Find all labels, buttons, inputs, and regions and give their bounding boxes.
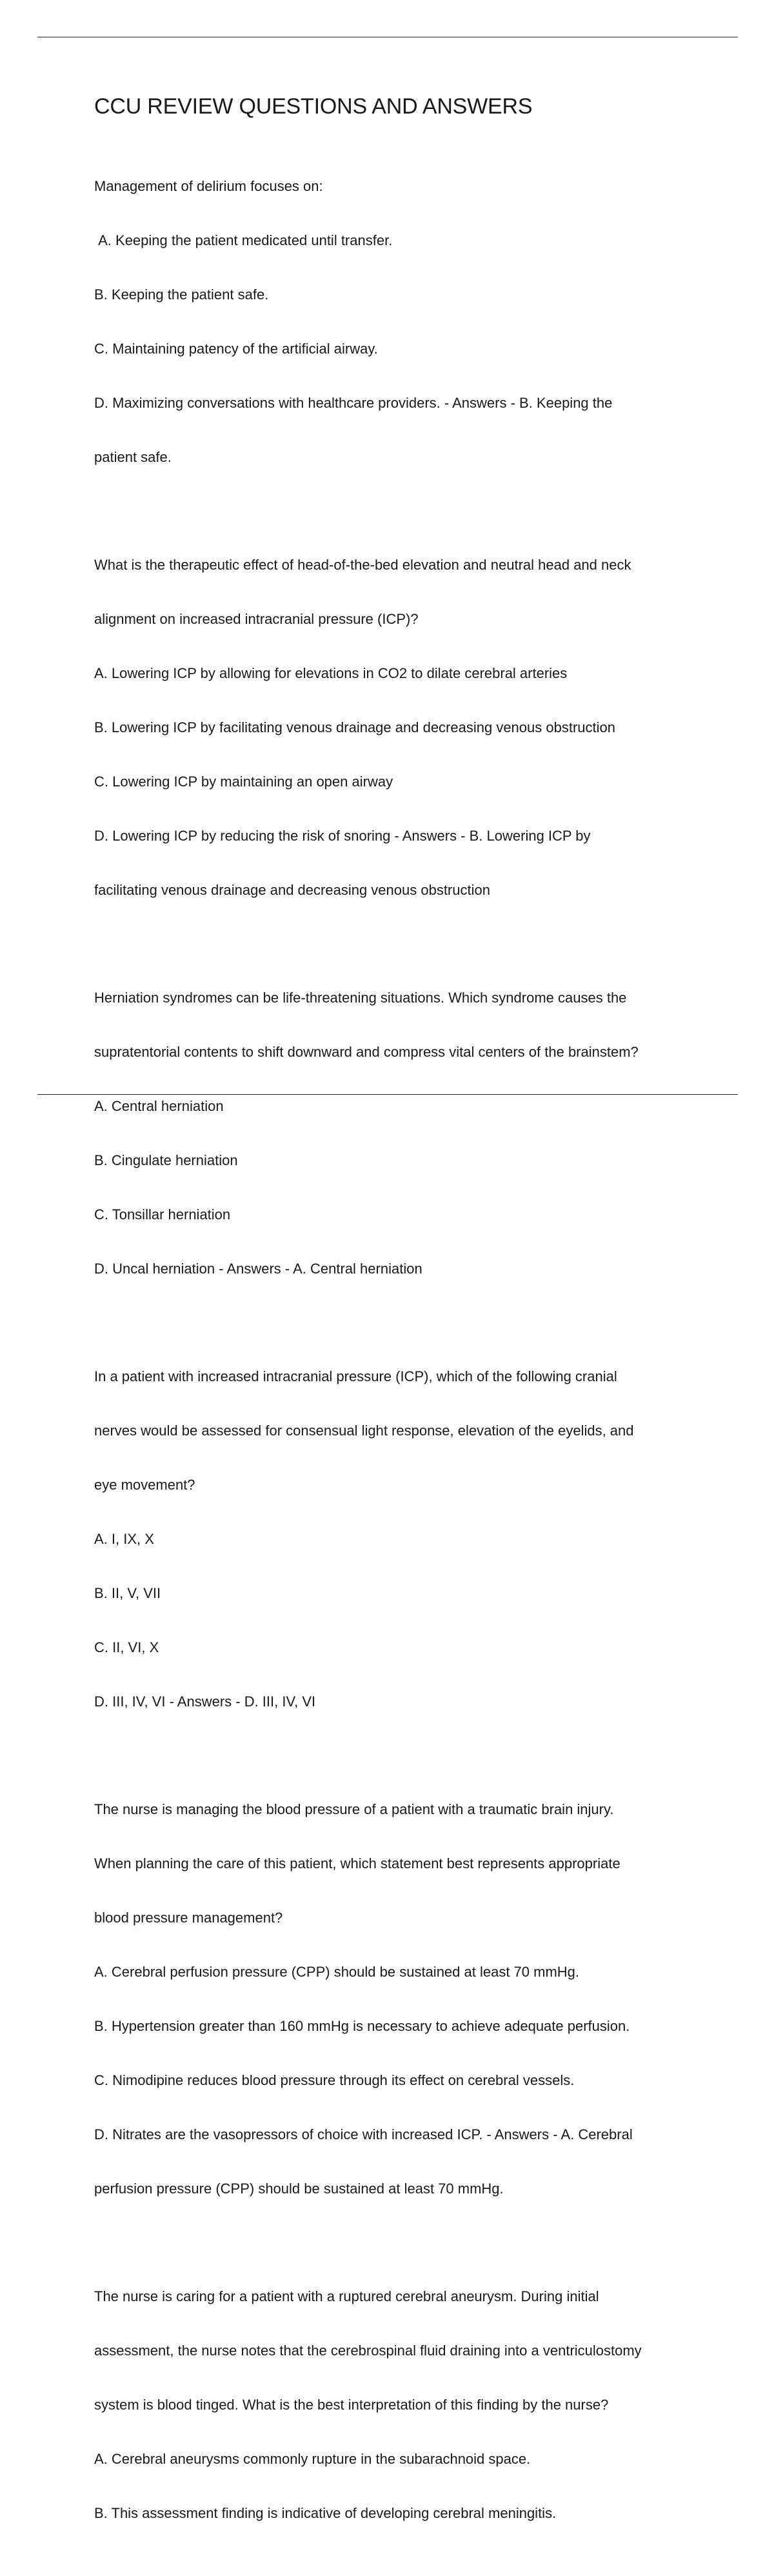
question-line: nerves would be assessed for consensual light response, elevation of the eyelids, and xyxy=(94,1423,634,1439)
option-line: B. Cingulate herniation xyxy=(94,1152,238,1168)
question-line: The nurse is managing the blood pressure of a patient with a traumatic brain injury. xyxy=(94,1801,614,1817)
answer-line: facilitating venous drainage and decreasing venous obstruction xyxy=(94,882,490,898)
question-block-5 xyxy=(94,1764,707,2234)
option-line: A. Cerebral perfusion pressure (CPP) should be sustained at least 70 mmHg. xyxy=(94,1964,580,1980)
option-line: D. Maximizing conversations with healthcare providers. - Answers - B. Keeping the xyxy=(94,395,613,411)
option-line: A. Lowering ICP by allowing for elevations in CO2 to dilate cerebral arteries xyxy=(94,665,568,681)
question-line: When planning the care of this patient, which statement best represents appropriate xyxy=(94,1855,620,1872)
question-line: Management of delirium focuses on: xyxy=(94,178,323,194)
answer-line: perfusion pressure (CPP) should be sustained at least 70 mmHg. xyxy=(94,2181,504,2197)
question-line: supratentorial contents to shift downward and compress vital centers of the brainstem? xyxy=(94,1044,639,1060)
question-line: alignment on increased intracranial pressure (ICP)? xyxy=(94,611,419,627)
option-line: D. Uncal herniation - Answers - A. Central herniation xyxy=(94,1261,422,1277)
option-line: A. Keeping the patient medicated until transfer. xyxy=(94,232,393,248)
option-line: C. Maintaining patency of the artificial airway. xyxy=(94,341,378,357)
document-title: CCU REVIEW QUESTIONS AND ANSWERS xyxy=(94,94,533,119)
option-line: B. This assessment finding is indicative of developing cerebral meningitis. xyxy=(94,2505,557,2521)
option-line: D. III, IV, VI - Answers - D. III, IV, VI xyxy=(94,1693,316,1710)
question-line: blood pressure management? xyxy=(94,1910,283,1926)
question-line: What is the therapeutic effect of head-of-the-bed elevation and neutral head and neck xyxy=(94,557,631,573)
question-block-6 xyxy=(94,2252,707,2559)
option-line: C. II, VI, X xyxy=(94,1639,159,1655)
question-block-4 xyxy=(94,1332,707,1747)
question-line: assessment, the nurse notes that the cerebrospinal fluid draining into a ventriculostomy xyxy=(94,2342,642,2359)
question-block-3 xyxy=(94,953,707,1314)
option-line: C. Nimodipine reduces blood pressure through its effect on cerebral vessels. xyxy=(94,2072,575,2088)
option-line: D. Lowering ICP by reducing the risk of snoring - Answers - B. Lowering ICP by xyxy=(94,828,591,844)
option-line: B. II, V, VII xyxy=(94,1585,161,1601)
bottom-divider xyxy=(37,1094,738,1095)
option-line: A. I, IX, X xyxy=(94,1531,154,1547)
question-line: system is blood tinged. What is the best interpretation of this finding by the nurse? xyxy=(94,2397,609,2413)
question-line: The nurse is caring for a patient with a ruptured cerebral aneurysm. During initial xyxy=(94,2288,599,2304)
document-body xyxy=(94,92,707,2576)
option-line: C. Tonsillar herniation xyxy=(94,1206,231,1223)
option-line: B. Lowering ICP by facilitating venous drainage and decreasing venous obstruction xyxy=(94,719,615,735)
question-line: eye movement? xyxy=(94,1477,195,1493)
option-line: C. Lowering ICP by maintaining an open airway xyxy=(94,774,393,790)
option-line: A. Cerebral aneurysms commonly rupture in the subarachnoid space. xyxy=(94,2451,531,2467)
option-line: D. Nitrates are the vasopressors of choice with increased ICP. - Answers - A. Cerebral xyxy=(94,2126,633,2142)
question-line: Herniation syndromes can be life-threatening situations. Which syndrome causes the xyxy=(94,990,627,1006)
option-line: B. Keeping the patient safe. xyxy=(94,286,269,303)
question-block-1 xyxy=(94,141,707,503)
option-line: A. Central herniation xyxy=(94,1098,224,1114)
question-line: In a patient with increased intracranial pressure (ICP), which of the following cranial xyxy=(94,1368,617,1384)
option-line: B. Hypertension greater than 160 mmHg is necessary to achieve adequate perfusion. xyxy=(94,2018,630,2034)
answer-line: patient safe. xyxy=(94,449,172,465)
question-block-2 xyxy=(94,520,707,935)
